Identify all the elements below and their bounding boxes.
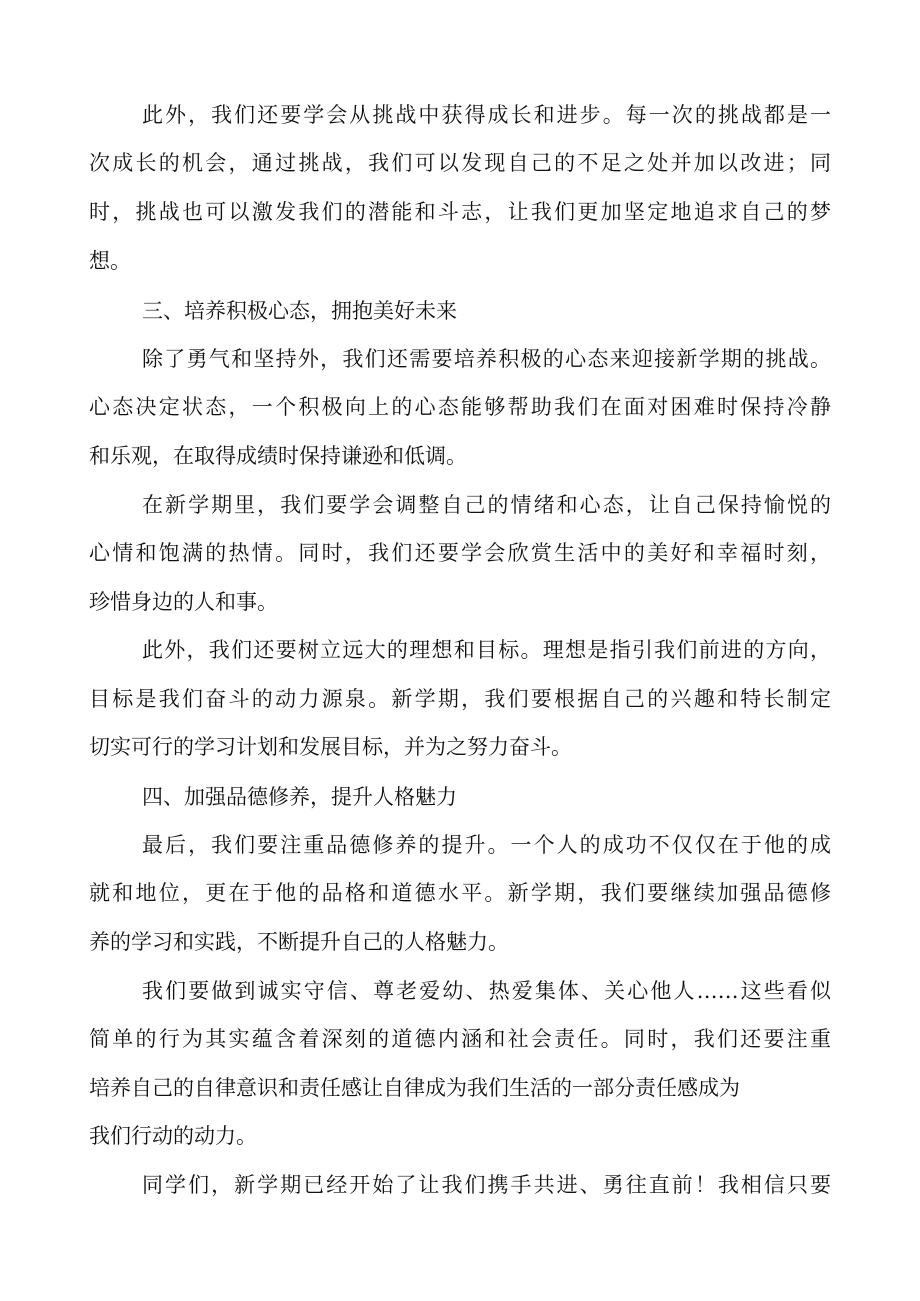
paragraph-line: 简单的行为其实蕴含着深刻的道德内涵和社会责任。同时，我们还要注重 [89, 1027, 831, 1051]
paragraph-line: 目标是我们奋斗的动力源泉。新学期，我们要根据自己的兴趣和特长制定 [89, 687, 831, 711]
paragraph-line: 时，挑战也可以激发我们的潜能和斗志，让我们更加坚定地追求自己的梦 [89, 200, 831, 224]
paragraph-line: 次成长的机会，通过挑战，我们可以发现自己的不足之处并加以改进；同 [89, 151, 831, 175]
paragraph-line: 珍惜身边的人和事。 [89, 590, 278, 614]
paragraph-line: 就和地位，更在于他的品格和道德水平。新学期，我们要继续加强品德修 [89, 881, 831, 905]
paragraph-line: 除了勇气和坚持外，我们还需要培养积极的心态来迎接新学期的挑战。 [142, 347, 831, 371]
paragraph-line: 最后，我们要注重品德修养的提升。一个人的成功不仅仅在于他的成 [142, 833, 831, 857]
paragraph-line: 我们行动的动力。 [89, 1124, 257, 1148]
paragraph-line: 我们要做到诚实守信、尊老爱幼、热爱集体、关心他人……这些看似 [142, 979, 831, 1003]
paragraph-line: 培养自己的自律意识和责任感让自律成为我们生活的一部分责任感成为 [89, 1076, 740, 1100]
paragraph-line: 心态决定状态，一个积极向上的心态能够帮助我们在面对困难时保持冷静 [89, 395, 831, 419]
paragraph-line: 和乐观，在取得成绩时保持谦逊和低调。 [89, 444, 467, 468]
section-heading: 三、培养积极心态，拥抱美好未来 [142, 299, 457, 323]
paragraph-line: 切实可行的学习计划和发展目标，并为之努力奋斗。 [89, 735, 572, 759]
paragraph-line: 心情和饱满的热情。同时，我们还要学会欣赏生活中的美好和幸福时刻， [89, 541, 831, 565]
section-heading: 四、加强品德修养，提升人格魅力 [142, 785, 457, 809]
paragraph-line: 养的学习和实践，不断提升自己的人格魅力。 [89, 930, 509, 954]
paragraph-line: 此外，我们还要学会从挑战中获得成长和进步。每一次的挑战都是一 [142, 103, 831, 127]
paragraph-line: 想。 [89, 249, 131, 273]
paragraph-line: 此外，我们还要树立远大的理想和目标。理想是指引我们前进的方向， [142, 638, 831, 662]
paragraph-line: 在新学期里，我们要学会调整自己的情绪和心态，让自己保持愉悦的 [142, 493, 831, 517]
paragraph-line: 同学们，新学期已经开始了让我们携手共进、勇往直前！我相信只要 [142, 1173, 831, 1197]
